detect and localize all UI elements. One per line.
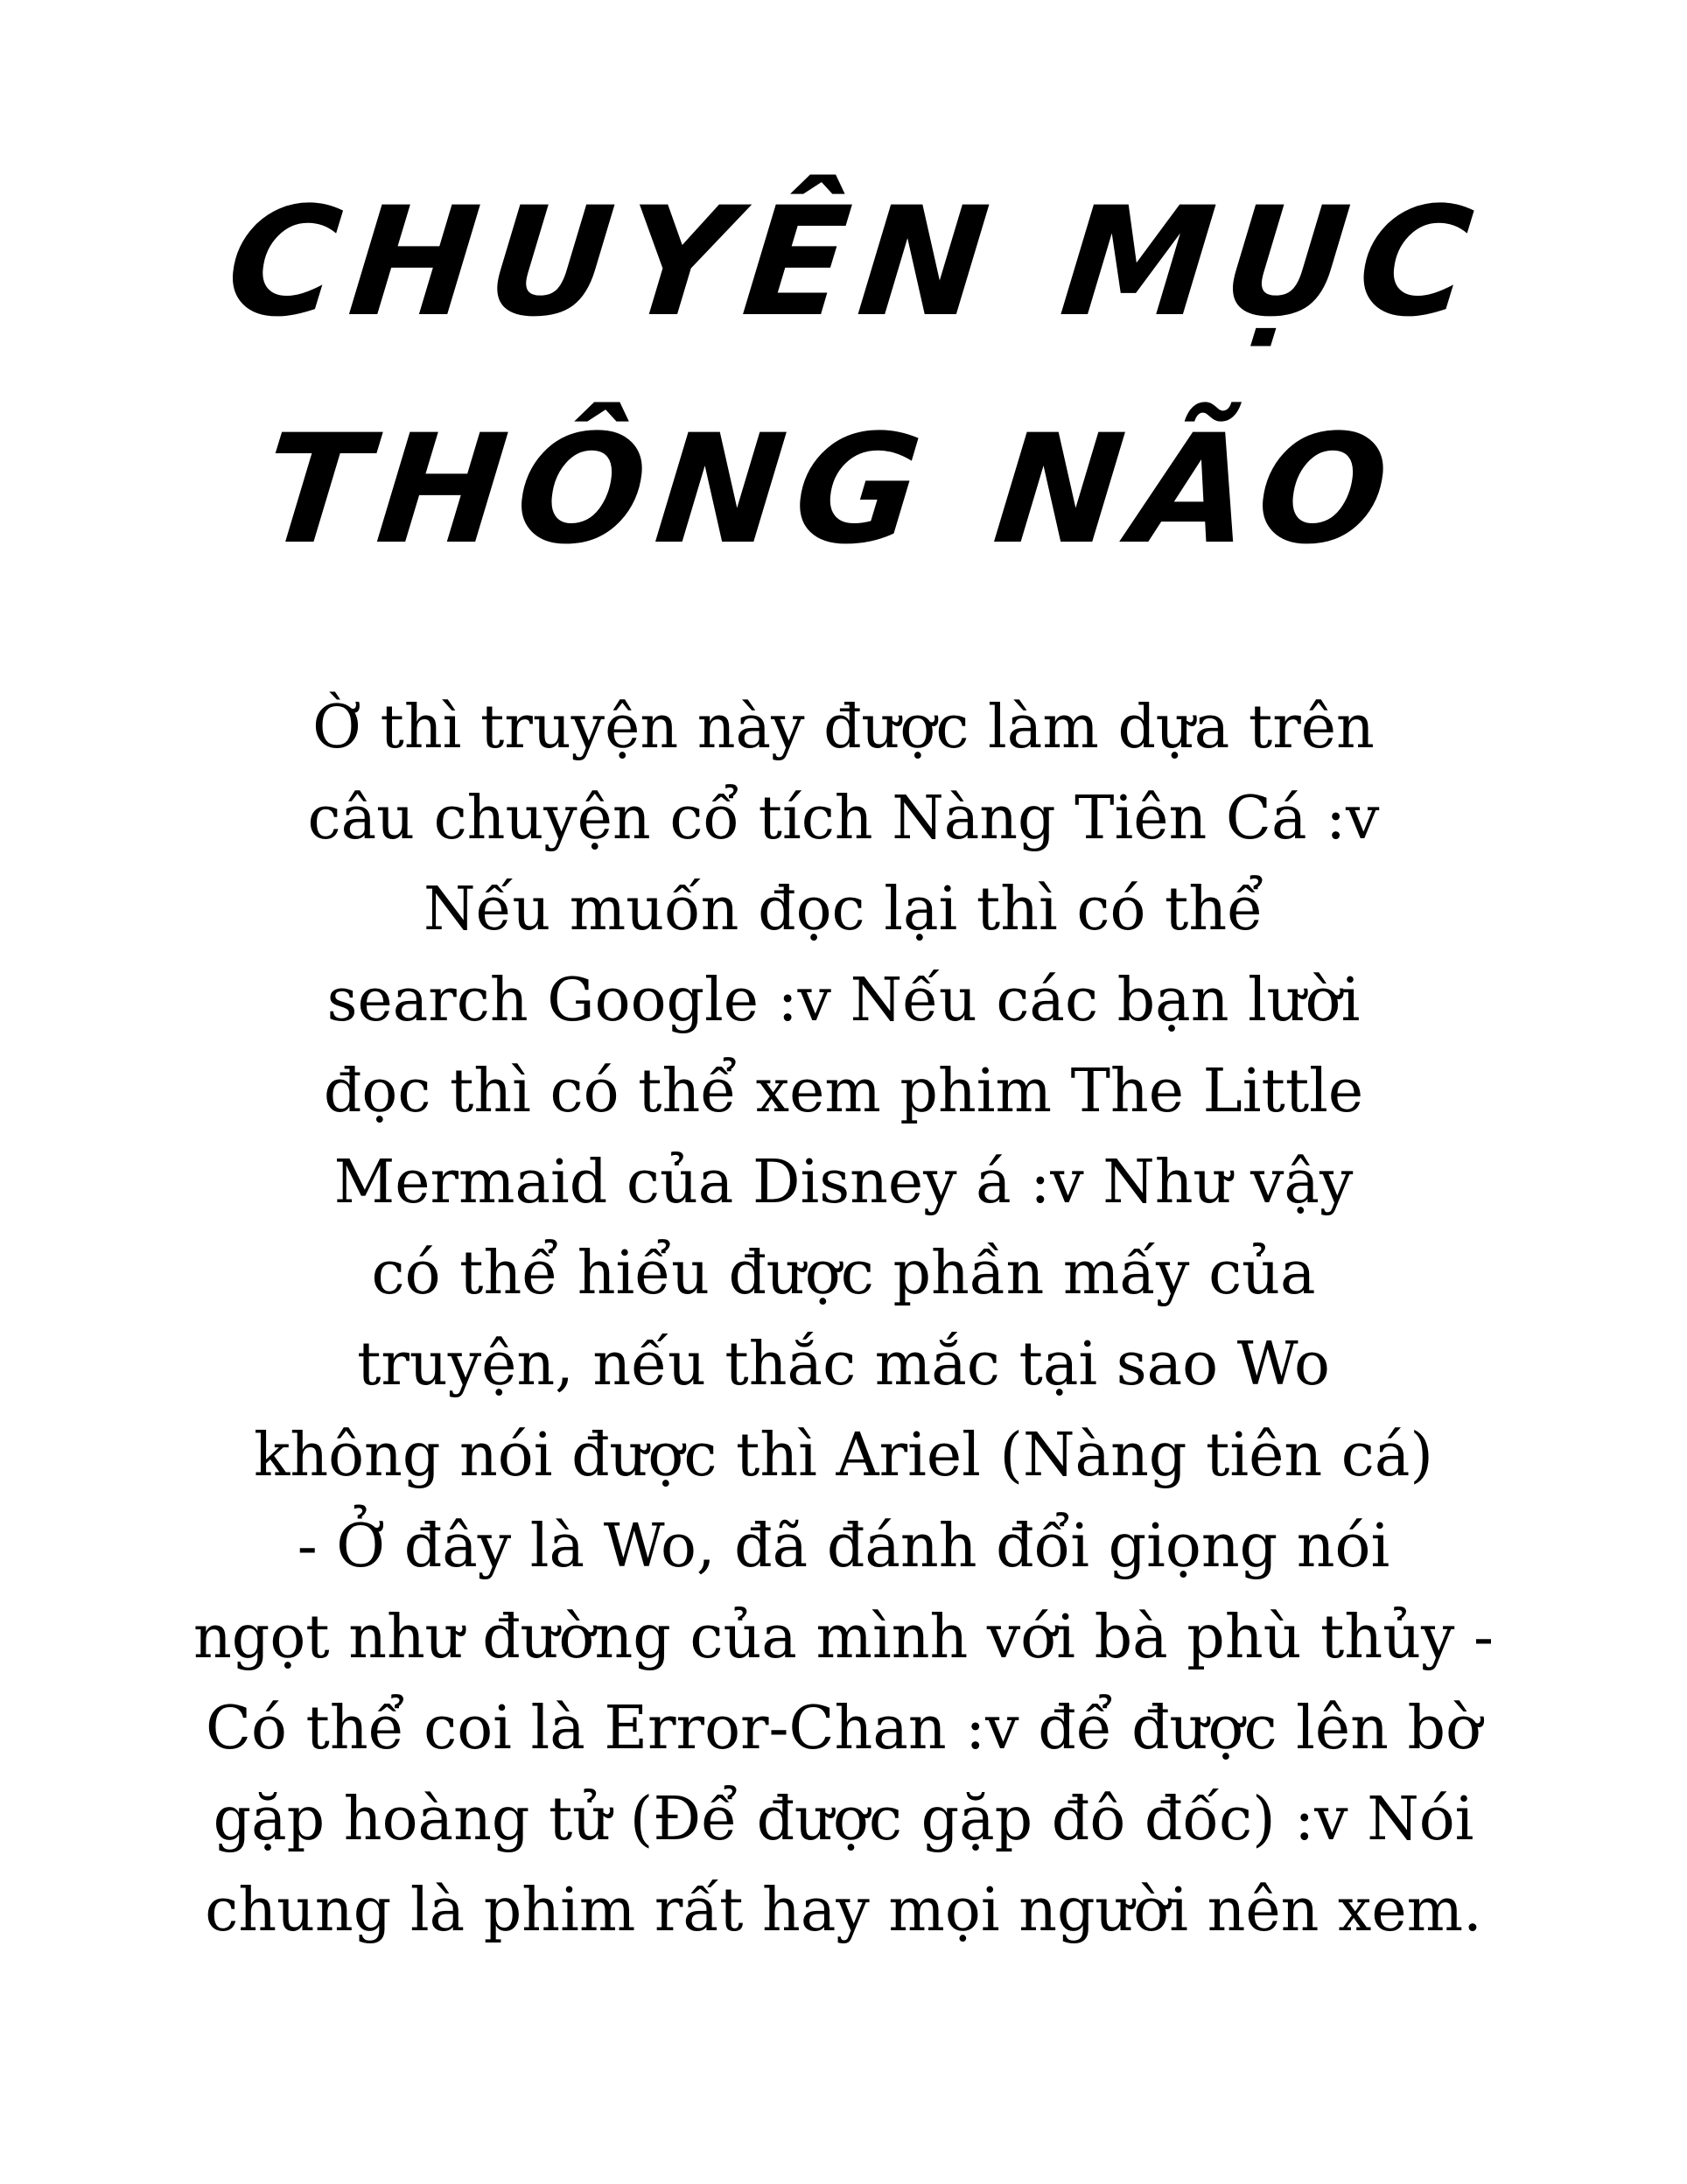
body-line: Ờ thì truyện này được làm dựa trên — [312, 693, 1375, 762]
body-line: gặp hoàng tử (Để được gặp đô đốc) :v Nói — [213, 1785, 1474, 1854]
body-paragraph — [0, 682, 1687, 1956]
title-line-2: THÔNG NÃO — [255, 402, 1409, 578]
body-line: chung là phim rất hay mọi người nên xem. — [205, 1876, 1482, 1945]
body-line: có thể hiểu được phần mấy của — [371, 1239, 1316, 1308]
body-line: truyện, nếu thắc mắc tại sao Wo — [357, 1330, 1330, 1399]
body-line: câu chuyện cổ tích Nàng Tiên Cá :v — [307, 784, 1380, 853]
body-line: search Google :v Nếu các bạn lười — [326, 966, 1361, 1035]
body-line: không nói được thì Ariel (Nàng tiên cá) — [254, 1421, 1433, 1490]
page-title — [0, 149, 1687, 604]
body-line: Mermaid của Disney á :v Như vậy — [333, 1148, 1354, 1217]
body-line: ngọt như đường của mình với bà phù thủy - — [193, 1603, 1494, 1672]
title-line-1: CHUYÊN MỤC — [219, 174, 1492, 350]
body-line: Có thể coi là Error-Chan :v để được lên bờ — [205, 1694, 1482, 1763]
body-line: đọc thì có thể xem phim The Little — [323, 1057, 1364, 1126]
body-line: Nếu muốn đọc lại thì có thể — [424, 875, 1264, 944]
body-line: - Ở đây là Wo, đã đánh đổi giọng nói — [297, 1512, 1390, 1581]
